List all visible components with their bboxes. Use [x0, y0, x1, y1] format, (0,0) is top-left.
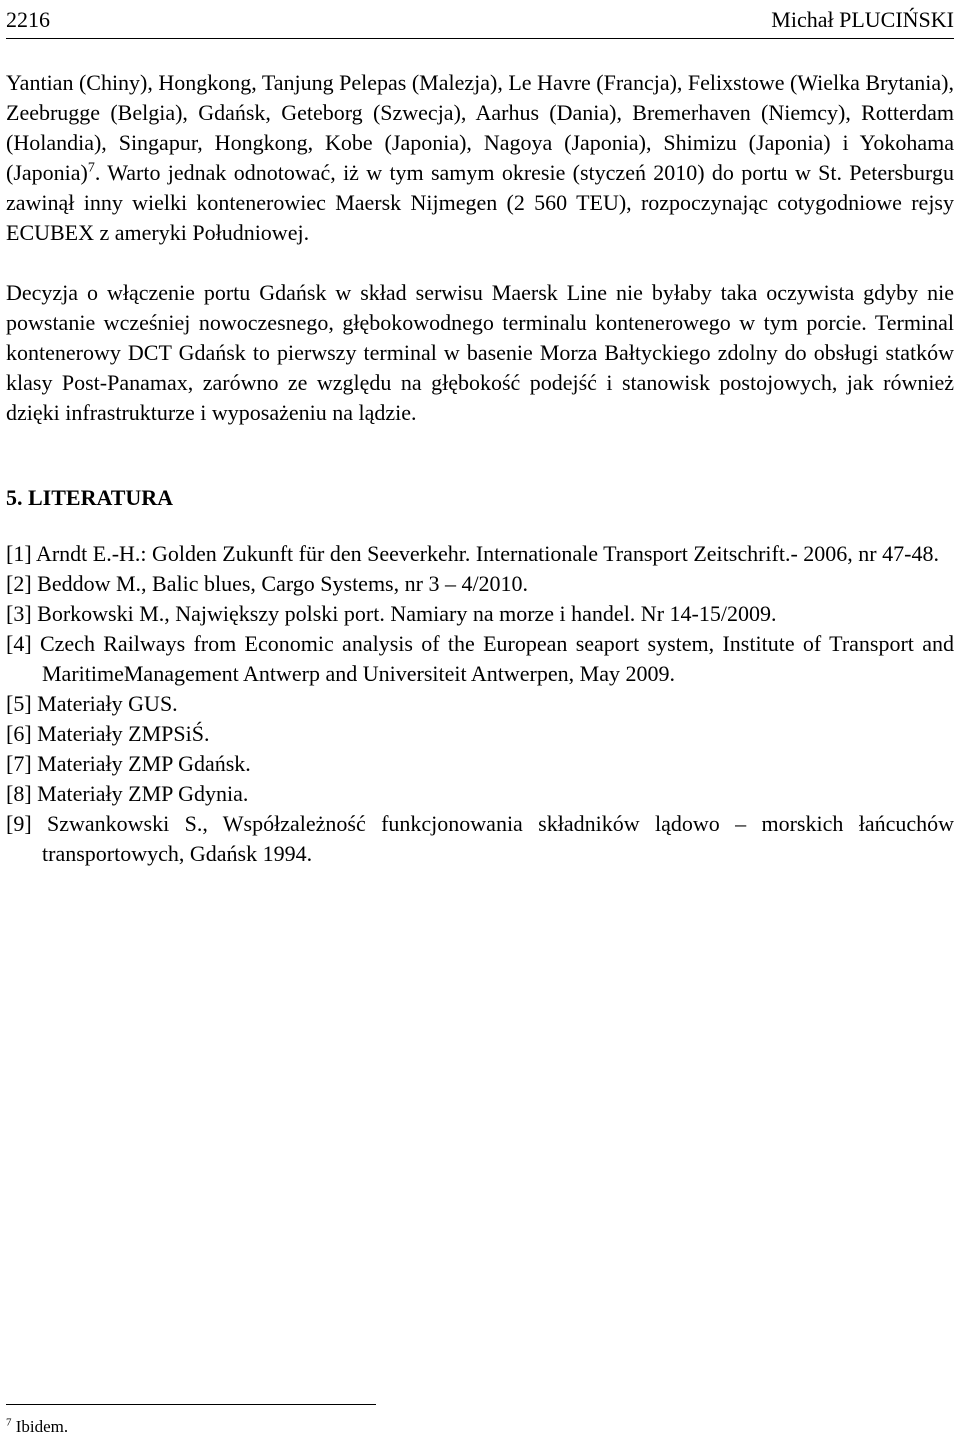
reference-list — [6, 539, 954, 869]
paragraph-1-rest: . Warto jednak odnotować, iż w tym samym okresie (styczeń 2010) do portu w St. Petersburgu zawinął inny wielki kontenerowiec Maersk Nijmegen (2 560 TEU), rozpoczynając cotygodniowe rejsy ECUBEX z ameryki Południowej. — [6, 160, 954, 245]
reference-item: [1] Arndt E.-H.: Golden Zukunft für den Seeverkehr. Internationale Transport Zeitschrift.- 2006, nr 47-48. — [6, 541, 939, 566]
reference-item: [8] Materiały ZMP Gdynia. — [6, 781, 249, 806]
section-heading: 5. LITERATURA — [6, 485, 174, 510]
reference-item: [6] Materiały ZMPSiŚ. — [6, 721, 210, 746]
header-rule — [6, 38, 954, 39]
footnote-separator — [6, 1404, 376, 1405]
reference-item: [9] Szwankowski S., Współzależność funkcjonowania składników lądowo – morskich łańcuchów transportowych, Gdańsk 1994. — [6, 811, 954, 866]
body-paragraph-1 — [6, 68, 954, 248]
reference-item: [7] Materiały ZMP Gdańsk. — [6, 751, 251, 776]
footnote-text: Ibidem. — [11, 1417, 69, 1436]
running-head-author: Michał PLUCIŃSKI — [771, 7, 954, 32]
reference-item: [3] Borkowski M., Największy polski port. Namiary na morze i handel. Nr 14-15/2009. — [6, 601, 777, 626]
page-header — [6, 4, 954, 36]
footnote-reference-7: 7 — [87, 160, 95, 176]
footnote — [6, 1416, 68, 1438]
body-paragraph-2: Decyzja o włączenie portu Gdańsk w skład serwisu Maersk Line nie byłaby taka oczywista gdyby nie powstanie wcześniej nowoczesnego, głębokowodnego terminalu kontenerowego w tym porcie. Terminal kontenerowy DCT Gdańsk to pierwszy terminal w basenie Morza Bałtyckiego zdolny do obsługi statków klasy Post-Panamax, zarówno ze względu na głębokość podejść i stanowisk postojowych, jak również dzięki infrastrukturze i wyposażeniu na lądzie. — [6, 280, 954, 425]
page-number: 2216 — [6, 7, 50, 32]
paragraph-1-main: Yantian (Chiny), Hongkong, Tanjung Pelepas (Malezja), Le Havre (Francja), Felixstowe (Wielka Brytania), Zeebrugge (Belgia), Gdańsk, Geteborg (Szwecja), Aarhus (Dania), Bremerhaven (Niemcy), Rotterdam (Holandia), Singapur, Hongkong, Kobe (Japonia), Nagoya (Japonia), Shimizu (Japonia) i Yokohama (Japonia) — [6, 70, 955, 185]
reference-item: [4] Czech Railways from Economic analysis of the European seaport system, Institute of Transport and MaritimeManagement Antwerp and Universiteit Antwerpen, May 2009. — [6, 631, 954, 686]
reference-item: [5] Materiały GUS. — [6, 691, 178, 716]
footnote-mark: 7 — [6, 1416, 12, 1429]
reference-item: [2] Beddow M., Balic blues, Cargo Systems, nr 3 – 4/2010. — [6, 571, 529, 596]
